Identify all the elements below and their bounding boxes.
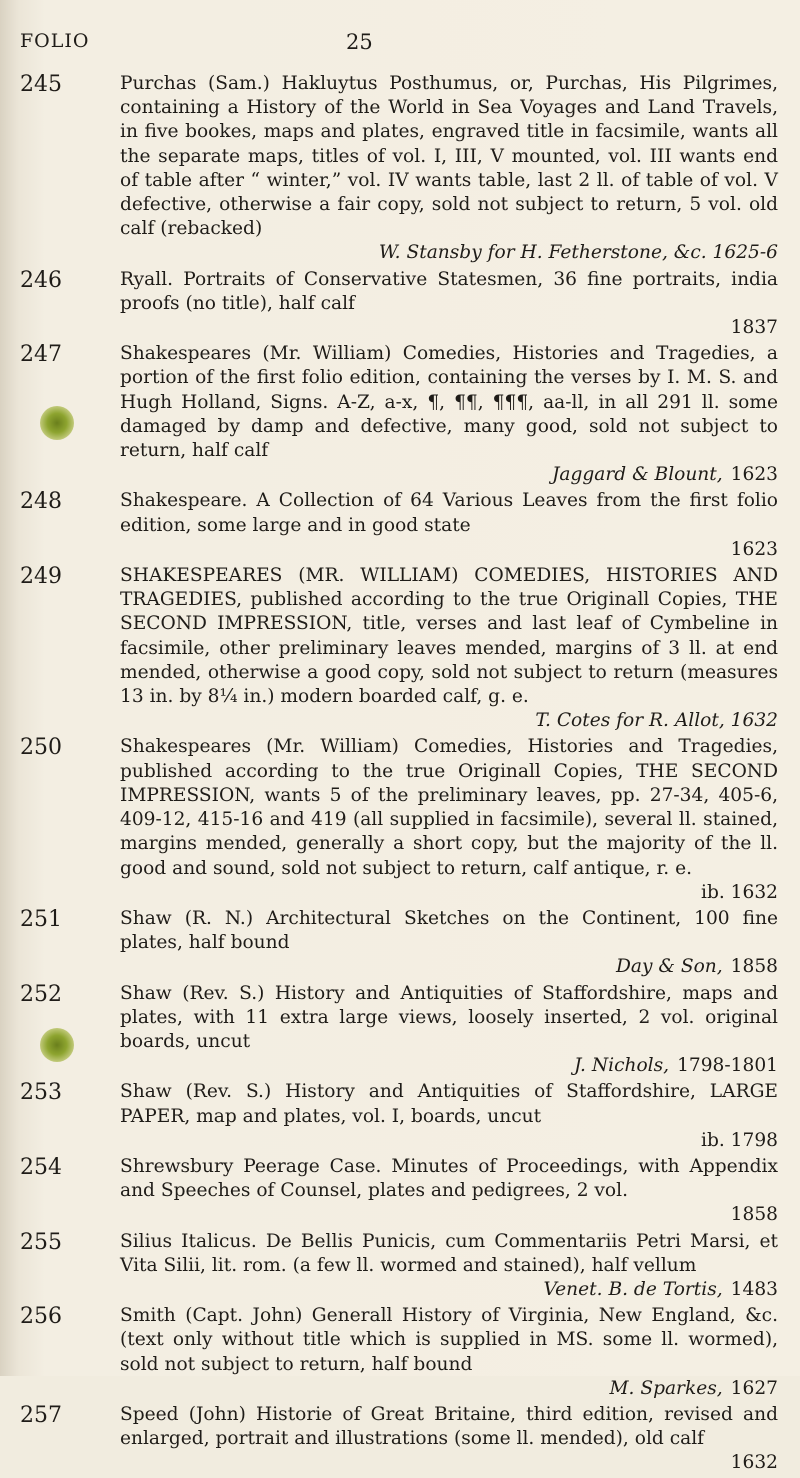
lot-description: Shaw (R. N.) Architectural Sketches on the Continent, 100 fine plates, half bound <box>120 907 778 954</box>
lot-date: W. Stansby for H. Fetherstone, &c. 1625-6 <box>378 242 778 264</box>
lot-number: 245 <box>20 72 62 97</box>
lot-description: Purchas (Sam.) Hakluytus Posthumus, or, Purchas, His Pilgrimes, containing a History of the World in Sea Voyages and Land Travels, in five bookes, maps and plates, engraved title in facsimile, wants all the separate maps, titles of vol. I, III, V mounted, vol. III wants end of table after “ winter,” vol. IV wants table, last 2 ll. of table of vol. V defective, otherwise a fair copy, sold not subject to return, 5 vol. old calf (rebacked) <box>120 73 778 240</box>
lot-description: Speed (John) Historie of Great Britaine, third edition, revised and enlarged, portrait and illustrations (some ll. mended), old calf <box>120 1403 778 1450</box>
lot-date: 1837 <box>730 317 778 339</box>
list-item <box>0 564 778 733</box>
lot-imprint <box>120 316 778 340</box>
lot-date: 1798-1801 <box>677 1055 778 1077</box>
lot-imprint <box>120 1129 778 1153</box>
lot-number: 248 <box>20 489 62 515</box>
lot-imprint <box>120 1278 778 1302</box>
lot-date: 1627 <box>730 1377 778 1399</box>
lot-number: 253 <box>20 1080 62 1106</box>
lot-date: 1632 <box>730 1452 778 1474</box>
lot-publisher: Day & Son, <box>615 956 723 978</box>
lot-number: 257 <box>20 1402 62 1428</box>
list-item <box>0 489 778 562</box>
folio-label: FOLIO <box>20 30 90 52</box>
lot-publisher: J. Nichols, <box>574 1055 670 1077</box>
list-item <box>0 735 778 904</box>
list-item <box>0 1080 778 1153</box>
lot-number: 250 <box>20 735 62 761</box>
lot-date: 1483 <box>730 1278 778 1300</box>
lot-description: Shakespeares (Mr. William) Comedies, Histories and Tragedies, published according to the true Originall Copies, THE SECOND IMPRESSION, wants 5 of the preliminary leaves, pp. 27-34, 405-6, 409-12, 415-16 and 419 (all supplied in facsimile), several ll. stained, margins mended, generally a short copy, but the majority of the ll. good and sound, sold not subject to return, calf antique, r. e. <box>120 736 778 879</box>
lot-publisher: Venet. B. de Tortis, <box>543 1278 723 1300</box>
list-item <box>0 982 778 1079</box>
lot-number: 249 <box>20 564 62 590</box>
lot-description: Smith (Capt. John) Generall History of Virginia, New England, &c. (text only without title which is supplied in MS. some ll. wormed), sold not subject to return, half bound <box>120 1305 778 1375</box>
list-item <box>0 268 778 341</box>
lot-date: 1623 <box>730 538 778 560</box>
lot-date: ib. 1798 <box>701 1129 778 1151</box>
list-item <box>0 1155 778 1228</box>
list-item <box>0 1230 778 1303</box>
lot-description: Shrewsbury Peerage Case. Minutes of Proceedings, with Appendix and Speeches of Counsel, plates and pedigrees, 2 vol. <box>120 1155 778 1202</box>
lot-imprint <box>120 463 778 487</box>
lot-number: 247 <box>20 342 62 368</box>
lot-description: Shaw (Rev. S.) History and Antiquities of Staffordshire, maps and plates, with 11 extra large views, loosely inserted, 2 vol. original boards, uncut <box>120 982 778 1052</box>
lot-imprint <box>120 1377 778 1401</box>
lot-imprint <box>120 1203 778 1227</box>
lot-date: T. Cotes for R. Allot, 1632 <box>535 710 778 732</box>
lot-date: 1858 <box>730 1204 778 1226</box>
lot-description: Shaw (Rev. S.) History and Antiquities of Staffordshire, LARGE PAPER, map and plates, vol. I, boards, uncut <box>120 1081 778 1127</box>
lot-number: 255 <box>20 1229 62 1255</box>
lot-description: SHAKESPEARES (MR. WILLIAM) COMEDIES, HISTORIES AND TRAGEDIES, published according to the true Originall Copies, THE SECOND IMPRESSION, title, verses and last leaf of Cymbeline in facsimile, other preliminary leaves mended, margins of 3 ll. at end mended, otherwise a good copy, sold not subject to return (measures 13 in. by 8¼ in.) modern boarded calf, g. e. <box>120 565 778 708</box>
list-item <box>0 1403 778 1476</box>
lot-date: 1623 <box>730 464 778 486</box>
lot-publisher: Jaggard & Blount, <box>551 464 723 486</box>
lot-date: 1858 <box>730 956 778 978</box>
list-item <box>0 342 778 487</box>
lot-description: Silius Italicus. De Bellis Punicis, cum Commentariis Petri Marsi, et Vita Silii, lit. rom. (a few ll. wormed and stained), half vellum <box>120 1230 778 1276</box>
lot-date: ib. 1632 <box>701 881 778 903</box>
lot-imprint <box>120 1451 778 1475</box>
lot-number: 251 <box>20 906 62 932</box>
lot-publisher: M. Sparkes, <box>609 1377 723 1399</box>
lot-description: Shakespeares (Mr. William) Comedies, Histories and Tragedies, a portion of the first folio edition, containing the verses by I. M. S. and Hugh Holland, Signs. A-Z, a-x, ¶, ¶¶, ¶¶¶, aa-ll, in all 291 ll. some damaged by damp and defective, many good, sold not subject to return, half calf <box>120 343 778 462</box>
lot-imprint <box>120 538 778 562</box>
list-item <box>0 907 778 980</box>
lot-imprint <box>120 955 778 979</box>
page-header <box>0 30 800 60</box>
lot-imprint <box>120 881 778 905</box>
lot-description: Ryall. Portraits of Conservative Statesmen, 36 fine portraits, india proofs (no title), half calf <box>120 268 778 314</box>
catalogue-entries <box>0 72 800 1478</box>
lot-number: 246 <box>20 267 62 293</box>
lot-number: 252 <box>20 981 62 1007</box>
list-item <box>0 1304 778 1401</box>
lot-imprint <box>120 1054 778 1078</box>
page-number: 25 <box>346 30 373 54</box>
lot-imprint <box>120 241 778 265</box>
lot-number: 256 <box>20 1304 62 1330</box>
lot-description: Shakespeare. A Collection of 64 Various Leaves from the first folio edition, some large and in good state <box>120 490 778 536</box>
lot-imprint <box>120 709 778 733</box>
list-item <box>0 72 778 266</box>
lot-number: 254 <box>20 1154 62 1180</box>
